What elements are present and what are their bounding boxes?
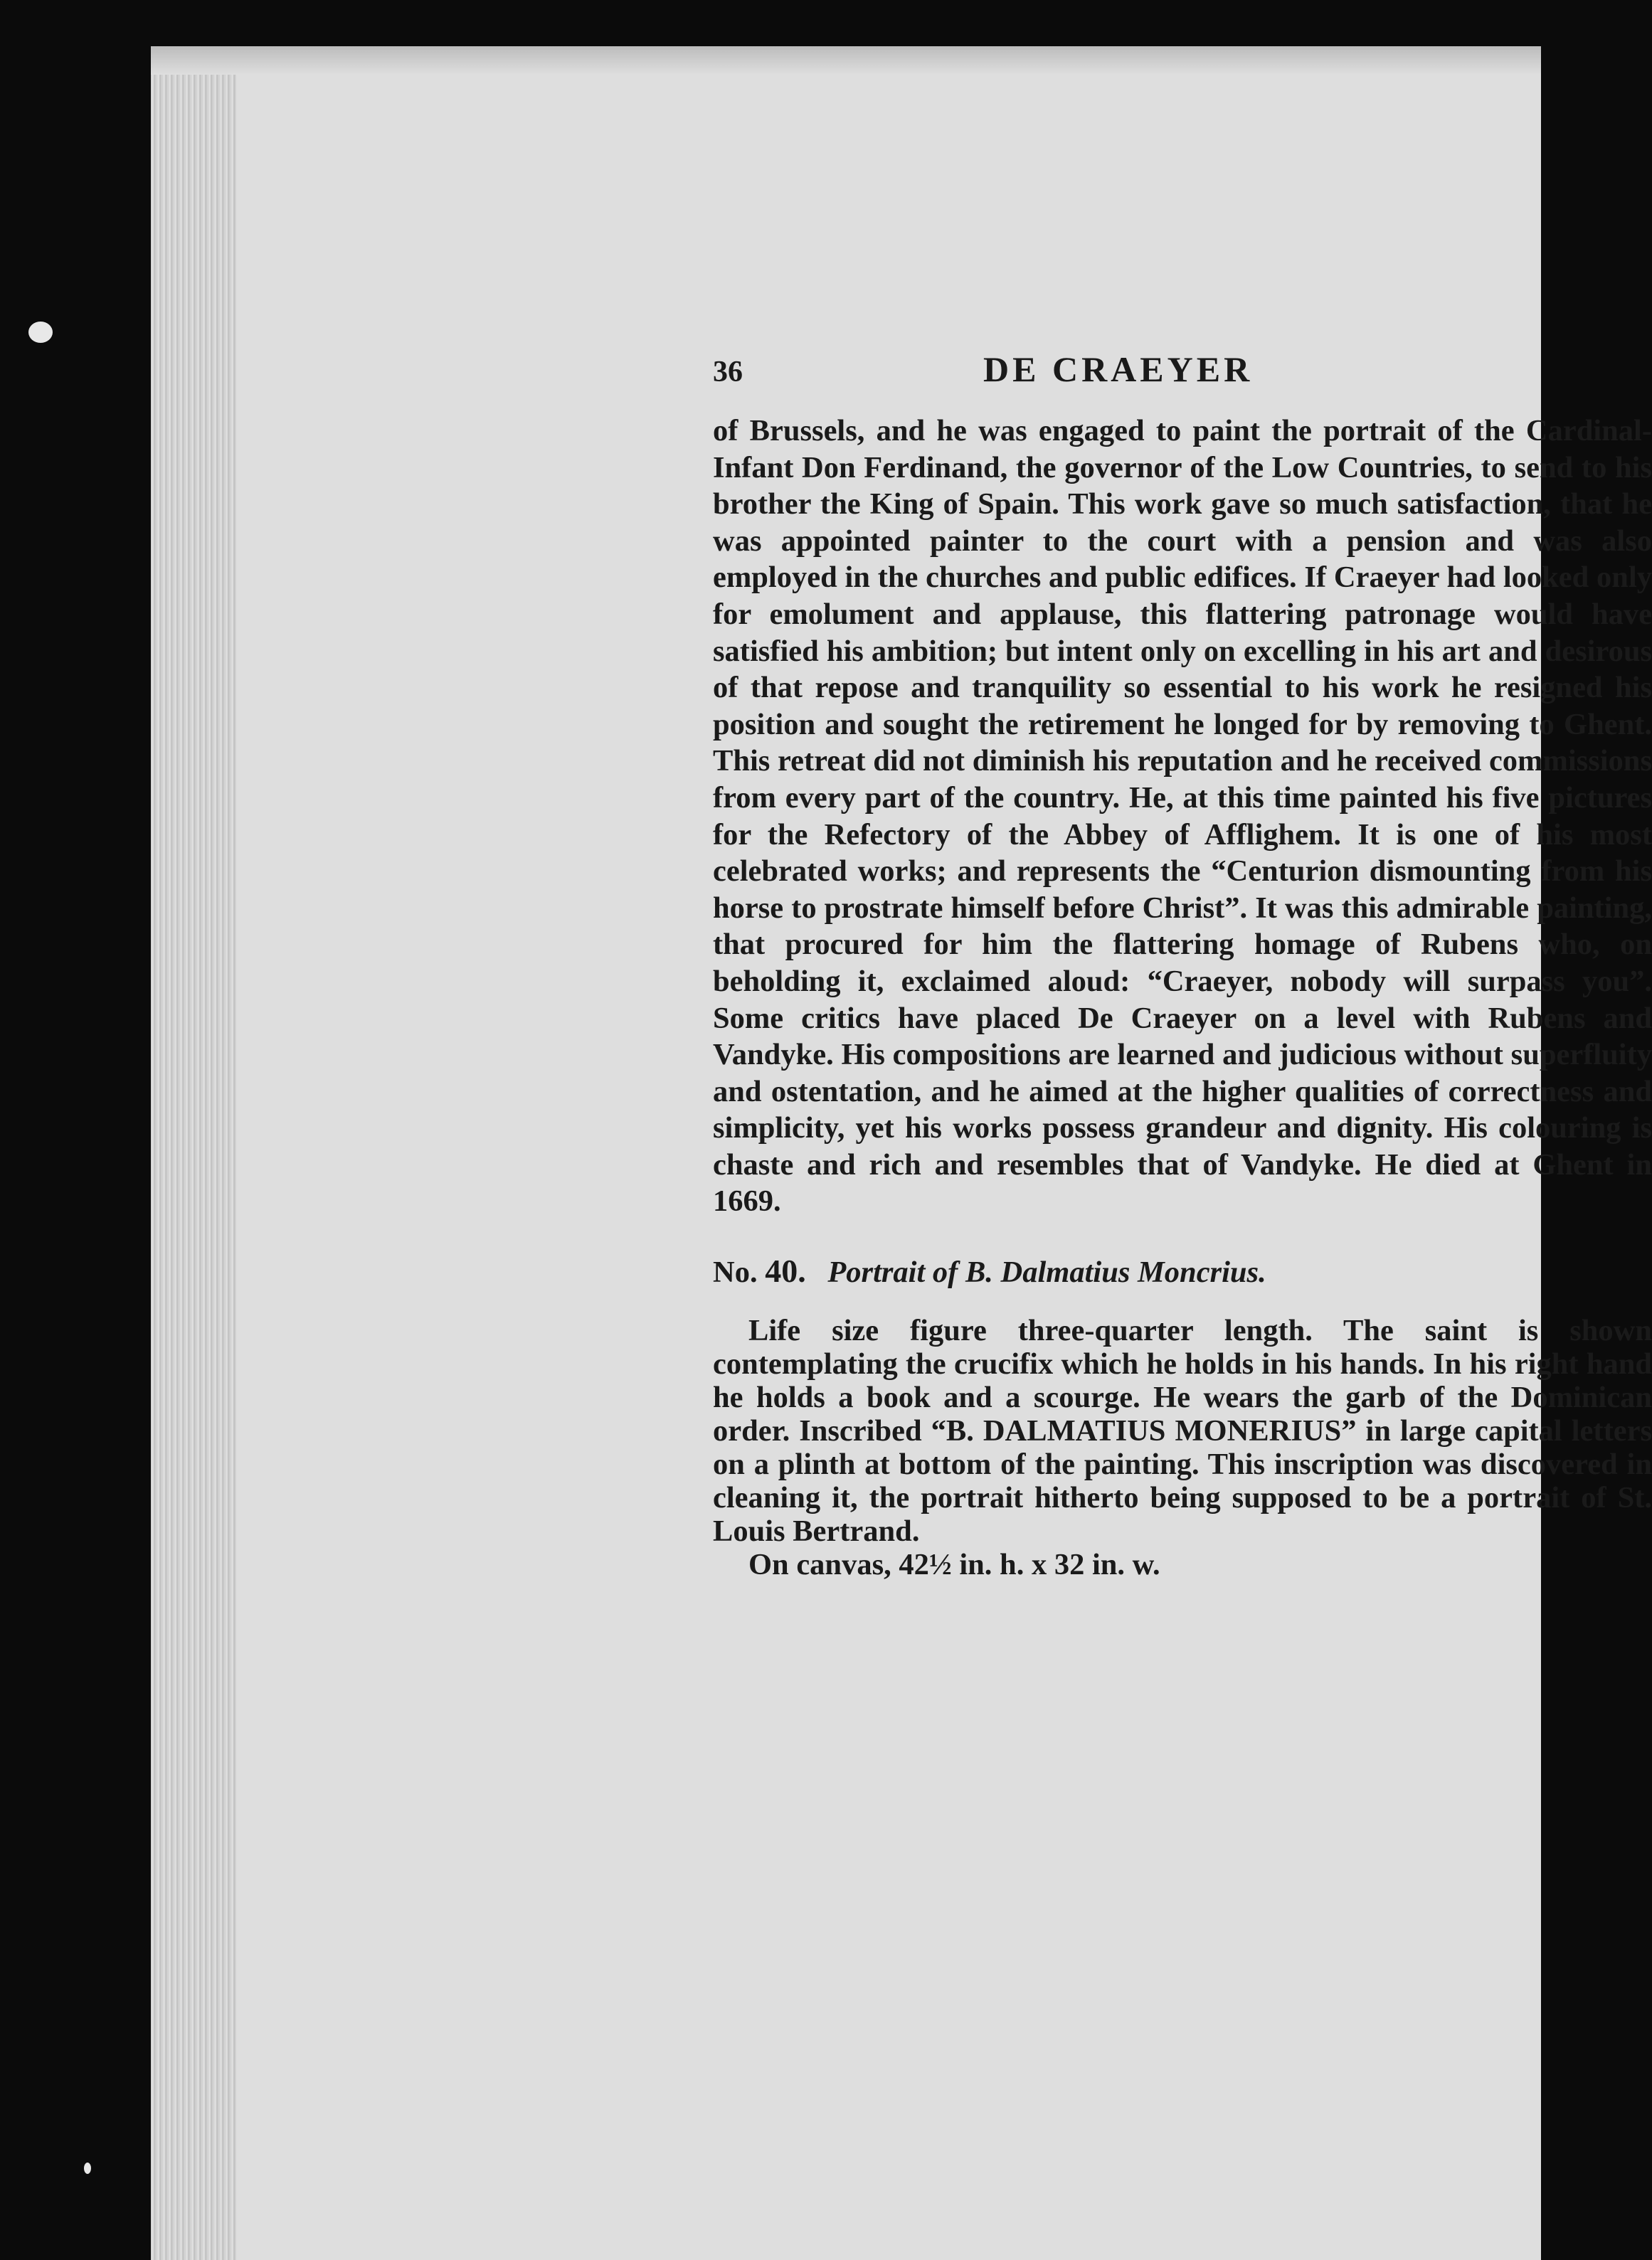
entry-medium: On canvas, 42½ in. h. x 32 in. w.	[748, 1548, 1160, 1582]
catalogue-entry-heading	[713, 1252, 1652, 1290]
running-head: DE CRAEYER	[983, 349, 1254, 389]
page-top-edge	[151, 46, 1541, 75]
page-number: 36	[713, 356, 743, 388]
entry-title: Portrait of B. Dalmatius Moncrius.	[827, 1256, 1266, 1290]
entry-description: Life size figure three-quarter length. The saint is shown contemplating the crucifix which he holds in his hands. In his right hand he holds a book and a scourge. He wears the garb of the Dominican order. Inscribed “B. DALMATIUS MONERIUS” in large capital letters on a plinth at bottom of the painting. This inscription was discovered in cleaning it, the portrait hitherto being supposed to be a portrait of St. Louis Bertrand.	[713, 1314, 1652, 1549]
text-block	[713, 349, 1652, 1581]
entry-number: 40.	[765, 1253, 806, 1290]
scan-speck	[84, 2163, 91, 2174]
entry-prefix: No.	[713, 1256, 758, 1290]
body-paragraph: of Brussels, and he was engaged to paint the portrait of the Cardinal-Infant Don Ferdinand, the governor of the Low Countries, to send to his brother the King of Spain. This work gave so much satisfaction, that he was appointed painter to the court with a pension and was also employed in the churches and public edifices. If Craeyer had looked only for emolument and applause, this flattering patronage would have satisfied his ambition; but intent only on excelling in his art and desirous of that repose and tranquility so essential to his work he resigned his position and sought the retirement he longed for by removing to Ghent. This retreat did not diminish his reputation and he received commissions from every part of the country. He, at this time painted his five pictures for the Refectory of the Abbey of Afflighem. It is one of his most celebrated works; and represents the “Centurion dismounting from his horse to prostrate himself before Christ”. It was this admirable painting, that procured for him the flattering homage of Rubens who, on beholding it, exclaimed aloud: “Craeyer, nobody will surpass you”. Some critics have placed De Craeyer on a level with Rubens and Vandyke. His compositions are learned and judicious without superfluity and ostentation, and he aimed at the higher qualities of correctness and simplicity, yet his works possess grandeur and dignity. His colouring is chaste and rich and resembles that of Vandyke. He died at Ghent in 1669.	[713, 414, 1652, 1219]
page-edges	[151, 46, 236, 2260]
scan-speck	[28, 322, 53, 343]
book-page	[151, 46, 1652, 2260]
page-header	[713, 349, 1652, 413]
